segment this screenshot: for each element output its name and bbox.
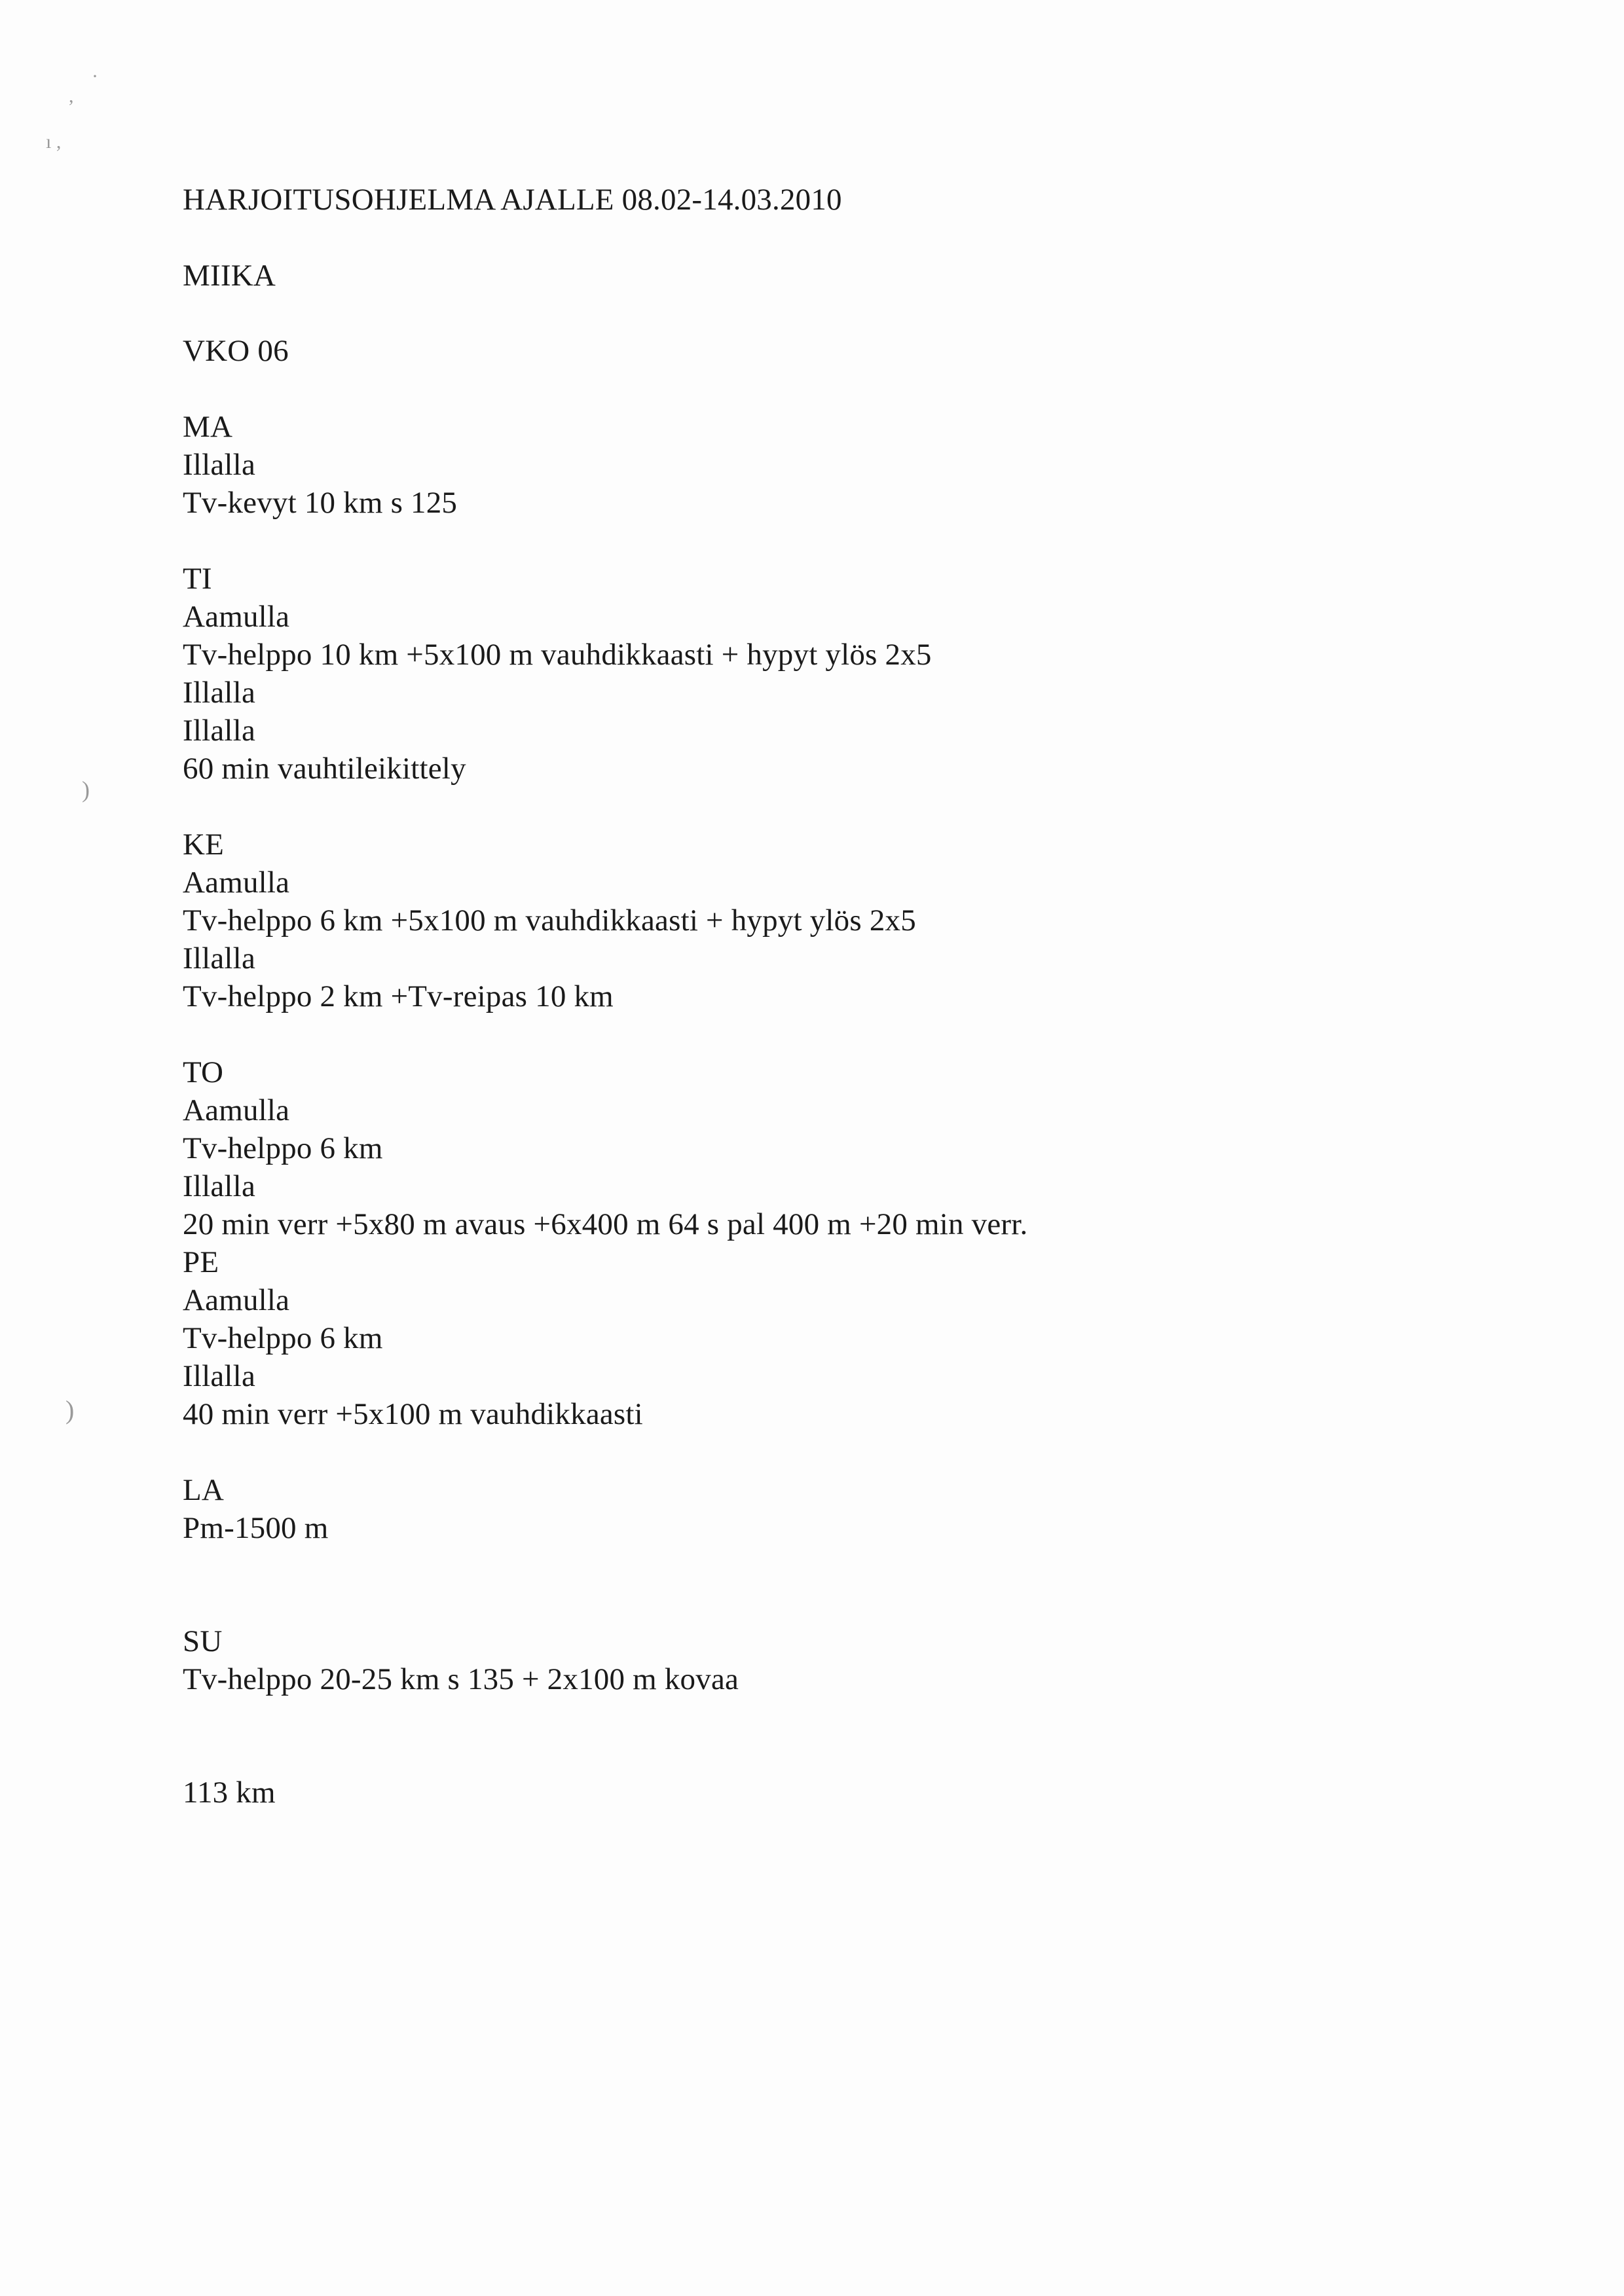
scan-speck: · <box>92 65 98 87</box>
day-heading-su: SU <box>183 1624 223 1658</box>
session-line: 20 min verr +5x80 m avaus +6x400 m 64 s pal 400 m +20 min verr. <box>183 1207 1028 1241</box>
scan-speck: , <box>69 85 74 107</box>
session-line: Tv-helppo 20-25 km s 135 + 2x100 m kovaa <box>183 1662 739 1696</box>
session-time: Illalla <box>183 448 256 482</box>
scan-speck: ) <box>82 776 90 803</box>
session-line: Illalla <box>183 1359 256 1393</box>
session-line: Aamulla <box>183 600 290 634</box>
week-label: VKO 06 <box>183 334 289 368</box>
day-heading-ma: MA <box>183 410 233 444</box>
day-heading-to: TO <box>183 1055 224 1089</box>
session-workout: Tv-kevyt 10 km s 125 <box>183 486 458 520</box>
weekly-total: 113 km <box>183 1776 276 1810</box>
session-line: Illalla <box>183 676 256 710</box>
athlete-name: MIIKA <box>183 259 276 293</box>
session-line: Aamulla <box>183 1093 290 1127</box>
day-heading-ke: KE <box>183 828 225 862</box>
session-line: Illalla <box>183 1169 256 1203</box>
session-line: Tv-helppo 6 km <box>183 1131 383 1165</box>
session-line: Tv-helppo 6 km <box>183 1321 383 1355</box>
session-line: Tv-helppo 2 km +Tv-reipas 10 km <box>183 979 614 1013</box>
session-line: Pm-1500 m <box>183 1511 329 1545</box>
session-line: Tv-helppo 10 km +5x100 m vauhdikkaasti + hypyt ylös 2x5 <box>183 638 932 672</box>
session-line: Illalla <box>183 941 256 975</box>
session-line: Aamulla <box>183 866 290 900</box>
day-heading-la: LA <box>183 1473 225 1507</box>
document-title: HARJOITUSOHJELMA AJALLE 08.02-14.03.2010 <box>183 183 842 217</box>
scan-speck: ) <box>65 1395 75 1425</box>
session-line: Aamulla <box>183 1283 290 1317</box>
session-line: Illalla <box>183 714 256 748</box>
session-line: 60 min vauhtileikittely <box>183 752 466 786</box>
scan-speck: ı , <box>46 131 62 153</box>
session-line: 40 min verr +5x100 m vauhdikkaasti <box>183 1397 643 1431</box>
day-heading-ti: TI <box>183 562 212 596</box>
session-line: Tv-helppo 6 km +5x100 m vauhdikkaasti + hypyt ylös 2x5 <box>183 903 916 938</box>
day-heading-pe: PE <box>183 1245 219 1279</box>
